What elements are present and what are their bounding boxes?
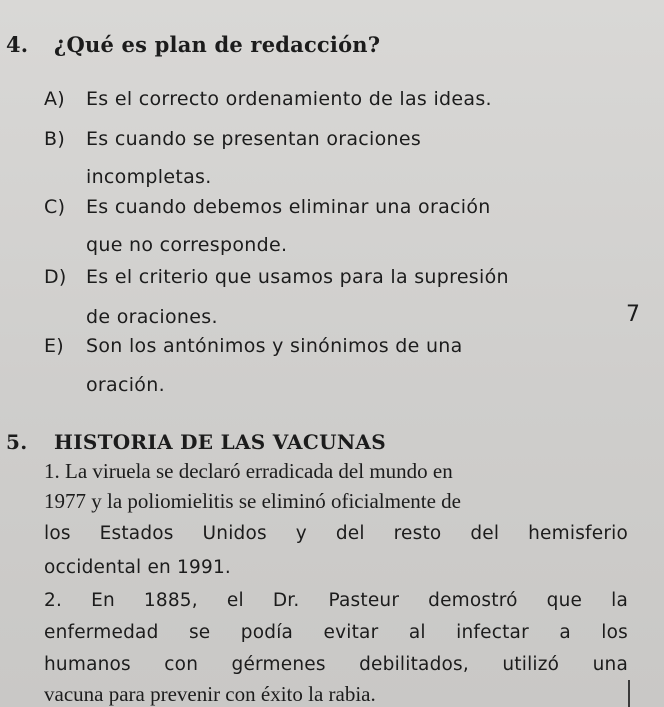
option-b-continuation: incompletas. [86, 166, 212, 188]
paragraph-line: los Estados Unidos y del resto del hemisferio [44, 523, 628, 544]
paragraph-line: 1. La viruela se declaró erradicada del mundo en [44, 459, 453, 483]
paragraph-line: enfermedad se podía evitar al infectar a los [44, 622, 628, 643]
section-heading [6, 430, 386, 454]
question-heading [6, 32, 380, 57]
option-letter: B) [44, 128, 66, 150]
paragraph-line: humanos con gérmenes debilitados, utilizó una [44, 654, 628, 675]
option-text: Son los antónimos y sinónimos de una [86, 335, 463, 357]
option-e-continuation: oración. [86, 374, 165, 396]
option-letter: D) [44, 266, 67, 288]
margin-rule [628, 680, 630, 707]
option-text: Es cuando debemos eliminar una oración [86, 196, 491, 218]
option-letter: E) [44, 335, 65, 357]
option-text: Es el criterio que usamos para la supresión [86, 266, 509, 288]
option-e [44, 335, 463, 357]
option-letter: A) [44, 88, 66, 110]
question-text: ¿Qué es plan de redacción? [54, 32, 381, 57]
option-text: Es cuando se presentan oraciones [86, 128, 422, 150]
option-c [44, 196, 491, 218]
section-number: 5. [6, 430, 28, 454]
page-number: 7 [626, 302, 640, 327]
paragraph-line: vacuna para prevenir con éxito la rabia. [44, 682, 376, 706]
option-a [44, 88, 492, 110]
paragraph-line: occidental en 1991. [44, 557, 232, 578]
option-d [44, 266, 509, 288]
option-text: Es el correcto ordenamiento de las ideas. [86, 88, 492, 110]
option-letter: C) [44, 196, 66, 218]
paragraph-line: 1977 y la poliomielitis se eliminó oficialmente de [44, 489, 461, 513]
question-number: 4. [6, 32, 29, 57]
paragraph-line: 2. En 1885, el Dr. Pasteur demostró que la [44, 590, 628, 611]
option-b [44, 128, 421, 150]
option-c-continuation: que no corresponde. [86, 234, 288, 256]
section-title: HISTORIA DE LAS VACUNAS [54, 430, 386, 454]
option-d-continuation: de oraciones. [86, 306, 218, 328]
